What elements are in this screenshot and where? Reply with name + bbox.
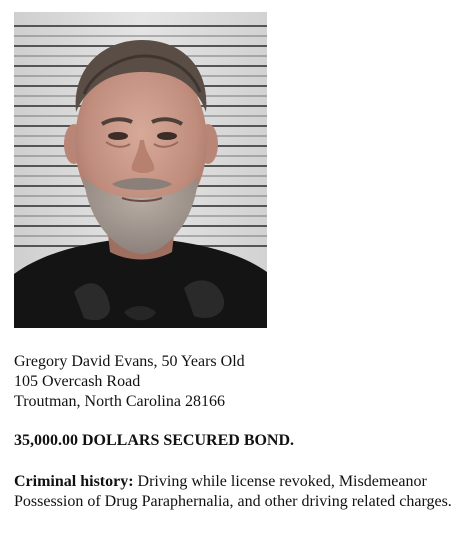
address-block — [14, 352, 459, 412]
mugshot-illustration — [14, 12, 267, 328]
bond-amount: 35,000.00 DOLLARS SECURED BOND. — [14, 432, 295, 449]
name-age: Gregory David Evans, 50 Years Old — [14, 353, 245, 370]
city-state-zip: Troutman, North Carolina 28166 — [14, 393, 225, 410]
criminal-history-paragraph — [14, 472, 459, 512]
criminal-history-text: Driving while license revoked, Misdemeanor Possession of Drug Paraphernalia, and other driving related charges. — [14, 473, 452, 510]
criminal-history — [14, 472, 459, 512]
criminal-history-label: Criminal history: — [14, 473, 134, 490]
mugshot-photo — [14, 12, 267, 328]
street-address: 105 Overcash Road — [14, 373, 141, 390]
